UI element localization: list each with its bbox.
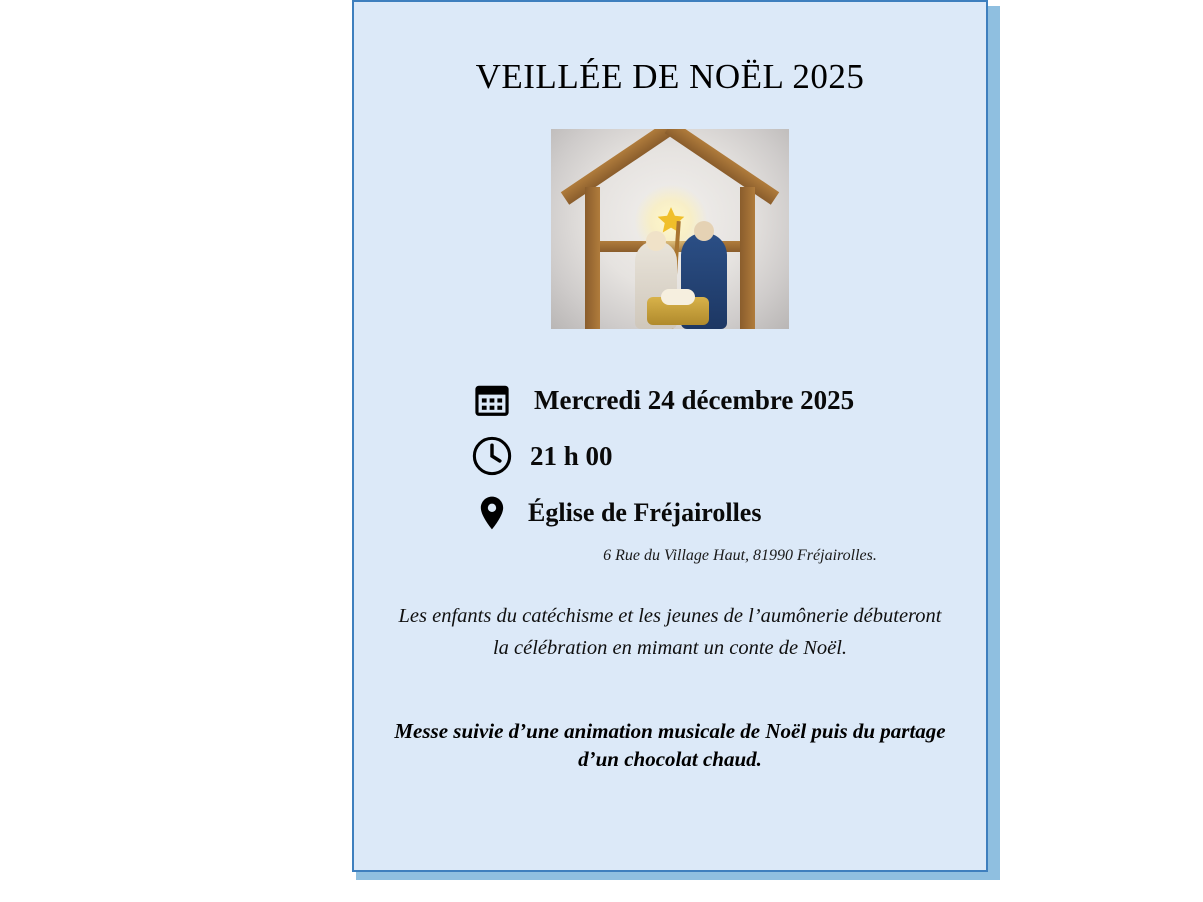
stable-post-left-icon xyxy=(585,187,600,329)
figure-mary-head xyxy=(646,231,666,251)
event-date-row xyxy=(464,381,986,419)
intro-paragraph: Les enfants du catéchisme et les jeunes de l’aumônerie débuteront la célébration en mimant un conte de Noël. xyxy=(398,605,942,659)
clock-icon xyxy=(464,433,520,479)
poster-wrapper xyxy=(352,0,1000,880)
figure-joseph-head xyxy=(694,221,714,241)
christmas-vigil-poster xyxy=(352,0,988,872)
stable-post-right-icon xyxy=(740,187,755,329)
closing-paragraph: Messe suivie d’une animation musicale de Noël puis du partage d’un chocolat chaud. xyxy=(394,718,946,771)
event-location-row xyxy=(464,493,986,533)
event-location-text: Église de Fréjairolles xyxy=(528,498,762,527)
event-time-text: 21 h 00 xyxy=(530,440,613,471)
event-date-text: Mercredi 24 décembre 2025 xyxy=(534,384,855,415)
event-address-text: 6 Rue du Village Haut, 81990 Fréjairolles. xyxy=(603,547,877,564)
map-pin-icon xyxy=(464,493,520,533)
event-time-row xyxy=(464,433,986,479)
nativity-scene-illustration xyxy=(551,129,789,329)
calendar-icon xyxy=(464,381,520,419)
event-details xyxy=(354,381,986,565)
figure-baby-jesus xyxy=(661,289,695,305)
page-title: VEILLÉE DE NOËL 2025 xyxy=(475,57,865,96)
